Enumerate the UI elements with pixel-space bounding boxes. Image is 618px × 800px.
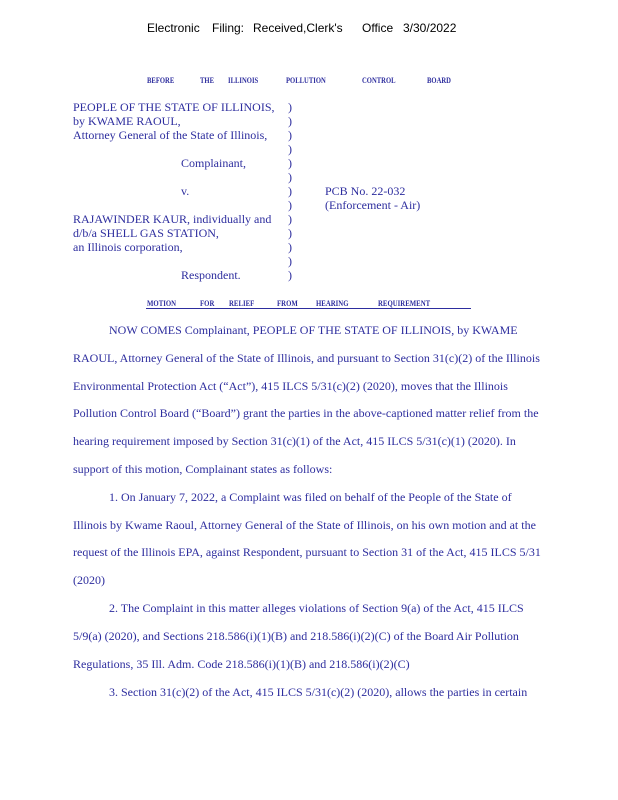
- paren: ): [288, 170, 292, 184]
- paren: ): [288, 226, 292, 240]
- respondent-line: RAJAWINDER KAUR, individually and: [73, 212, 272, 226]
- versus-label: v.: [181, 184, 190, 198]
- board-word: THE: [200, 75, 215, 85]
- stamp-office: Office: [362, 21, 394, 35]
- body-line: Pollution Control Board (“Board”) grant the parties in the above-captioned matter relief from the: [73, 406, 539, 420]
- body-line: RAOUL, Attorney General of the State of Illinois, and pursuant to Section 31(c)(2) of the Illinois: [73, 351, 540, 365]
- board-word: ILLINOIS: [228, 75, 259, 85]
- body-line: 2. The Complaint in this matter alleges violations of Section 9(a) of the Act, 415 ILCS: [109, 601, 524, 615]
- paren: ): [288, 114, 292, 128]
- title-word: RELIEF: [229, 298, 255, 308]
- enforcement-type: (Enforcement - Air): [325, 198, 421, 212]
- plaintiff-line: Attorney General of the State of Illinois,: [73, 128, 268, 142]
- plaintiff-line: by KWAME RAOUL,: [73, 114, 181, 128]
- stamp-received: Received,Clerk's: [253, 21, 343, 35]
- body-line: 1. On January 7, 2022, a Complaint was filed on behalf of the People of the State of: [109, 490, 512, 504]
- body-line: NOW COMES Complainant, PEOPLE OF THE STATE OF ILLINOIS, by KWAME: [109, 323, 518, 337]
- respondent-line: an Illinois corporation,: [73, 240, 183, 254]
- body-line: Illinois by Kwame Raoul, Attorney General of the State of Illinois, on his own motion and at the: [73, 518, 536, 532]
- body-line: 5/9(a) (2020), and Sections 218.586(i)(1)(B) and 218.586(i)(2)(C) of the Board Air Pollution: [73, 629, 519, 643]
- respondent-line: d/b/a SHELL GAS STATION,: [73, 226, 219, 240]
- body-line: Regulations, 35 Ill. Adm. Code 218.586(i)(1)(B) and 218.586(i)(2)(C): [73, 657, 410, 671]
- title-word: HEARING: [316, 298, 349, 308]
- complainant-label: Complainant,: [181, 156, 246, 170]
- title-word: FROM: [277, 298, 298, 308]
- body-line: 3. Section 31(c)(2) of the Act, 415 ILCS 5/31(c)(2) (2020), allows the parties in certain: [109, 685, 528, 699]
- stamp-filing: Filing:: [212, 21, 245, 35]
- body-line: (2020): [73, 573, 105, 587]
- paren: ): [288, 142, 292, 156]
- board-word: BOARD: [427, 75, 451, 85]
- title-underline: [146, 308, 471, 309]
- paren: ): [288, 128, 292, 142]
- paren: ): [288, 100, 292, 114]
- plaintiff-line: PEOPLE OF THE STATE OF ILLINOIS,: [73, 100, 275, 114]
- title-word: REQUIREMENT: [378, 298, 431, 308]
- body-line: support of this motion, Complainant states as follows:: [73, 462, 333, 476]
- paren: ): [288, 184, 292, 198]
- caption-parentheses: [288, 100, 292, 282]
- title-word: FOR: [200, 298, 215, 308]
- title-word: MOTION: [147, 298, 177, 308]
- stamp-date: 3/30/2022: [403, 21, 457, 35]
- body-line: Environmental Protection Act (“Act”), 415 ILCS 5/31(c)(2) (2020), moves that the Illinois: [73, 379, 508, 393]
- board-word: BEFORE: [147, 75, 175, 85]
- stamp-label: Electronic: [147, 21, 200, 35]
- body-line: hearing requirement imposed by Section 31(c)(1) of the Act, 415 ILCS 5/31(c)(1) (2020). In: [73, 434, 516, 448]
- paren: ): [288, 268, 292, 282]
- board-word: POLLUTION: [286, 75, 326, 85]
- paren: ): [288, 254, 292, 268]
- pcb-number: PCB No. 22-032: [325, 184, 406, 198]
- paren: ): [288, 156, 292, 170]
- paren: ): [288, 212, 292, 226]
- paren: ): [288, 240, 292, 254]
- respondent-label: Respondent.: [181, 268, 241, 282]
- body-line: request of the Illinois EPA, against Respondent, pursuant to Section 31 of the Act, 415 ILCS 5/31: [73, 545, 541, 559]
- paren: ): [288, 198, 292, 212]
- board-word: CONTROL: [362, 75, 396, 85]
